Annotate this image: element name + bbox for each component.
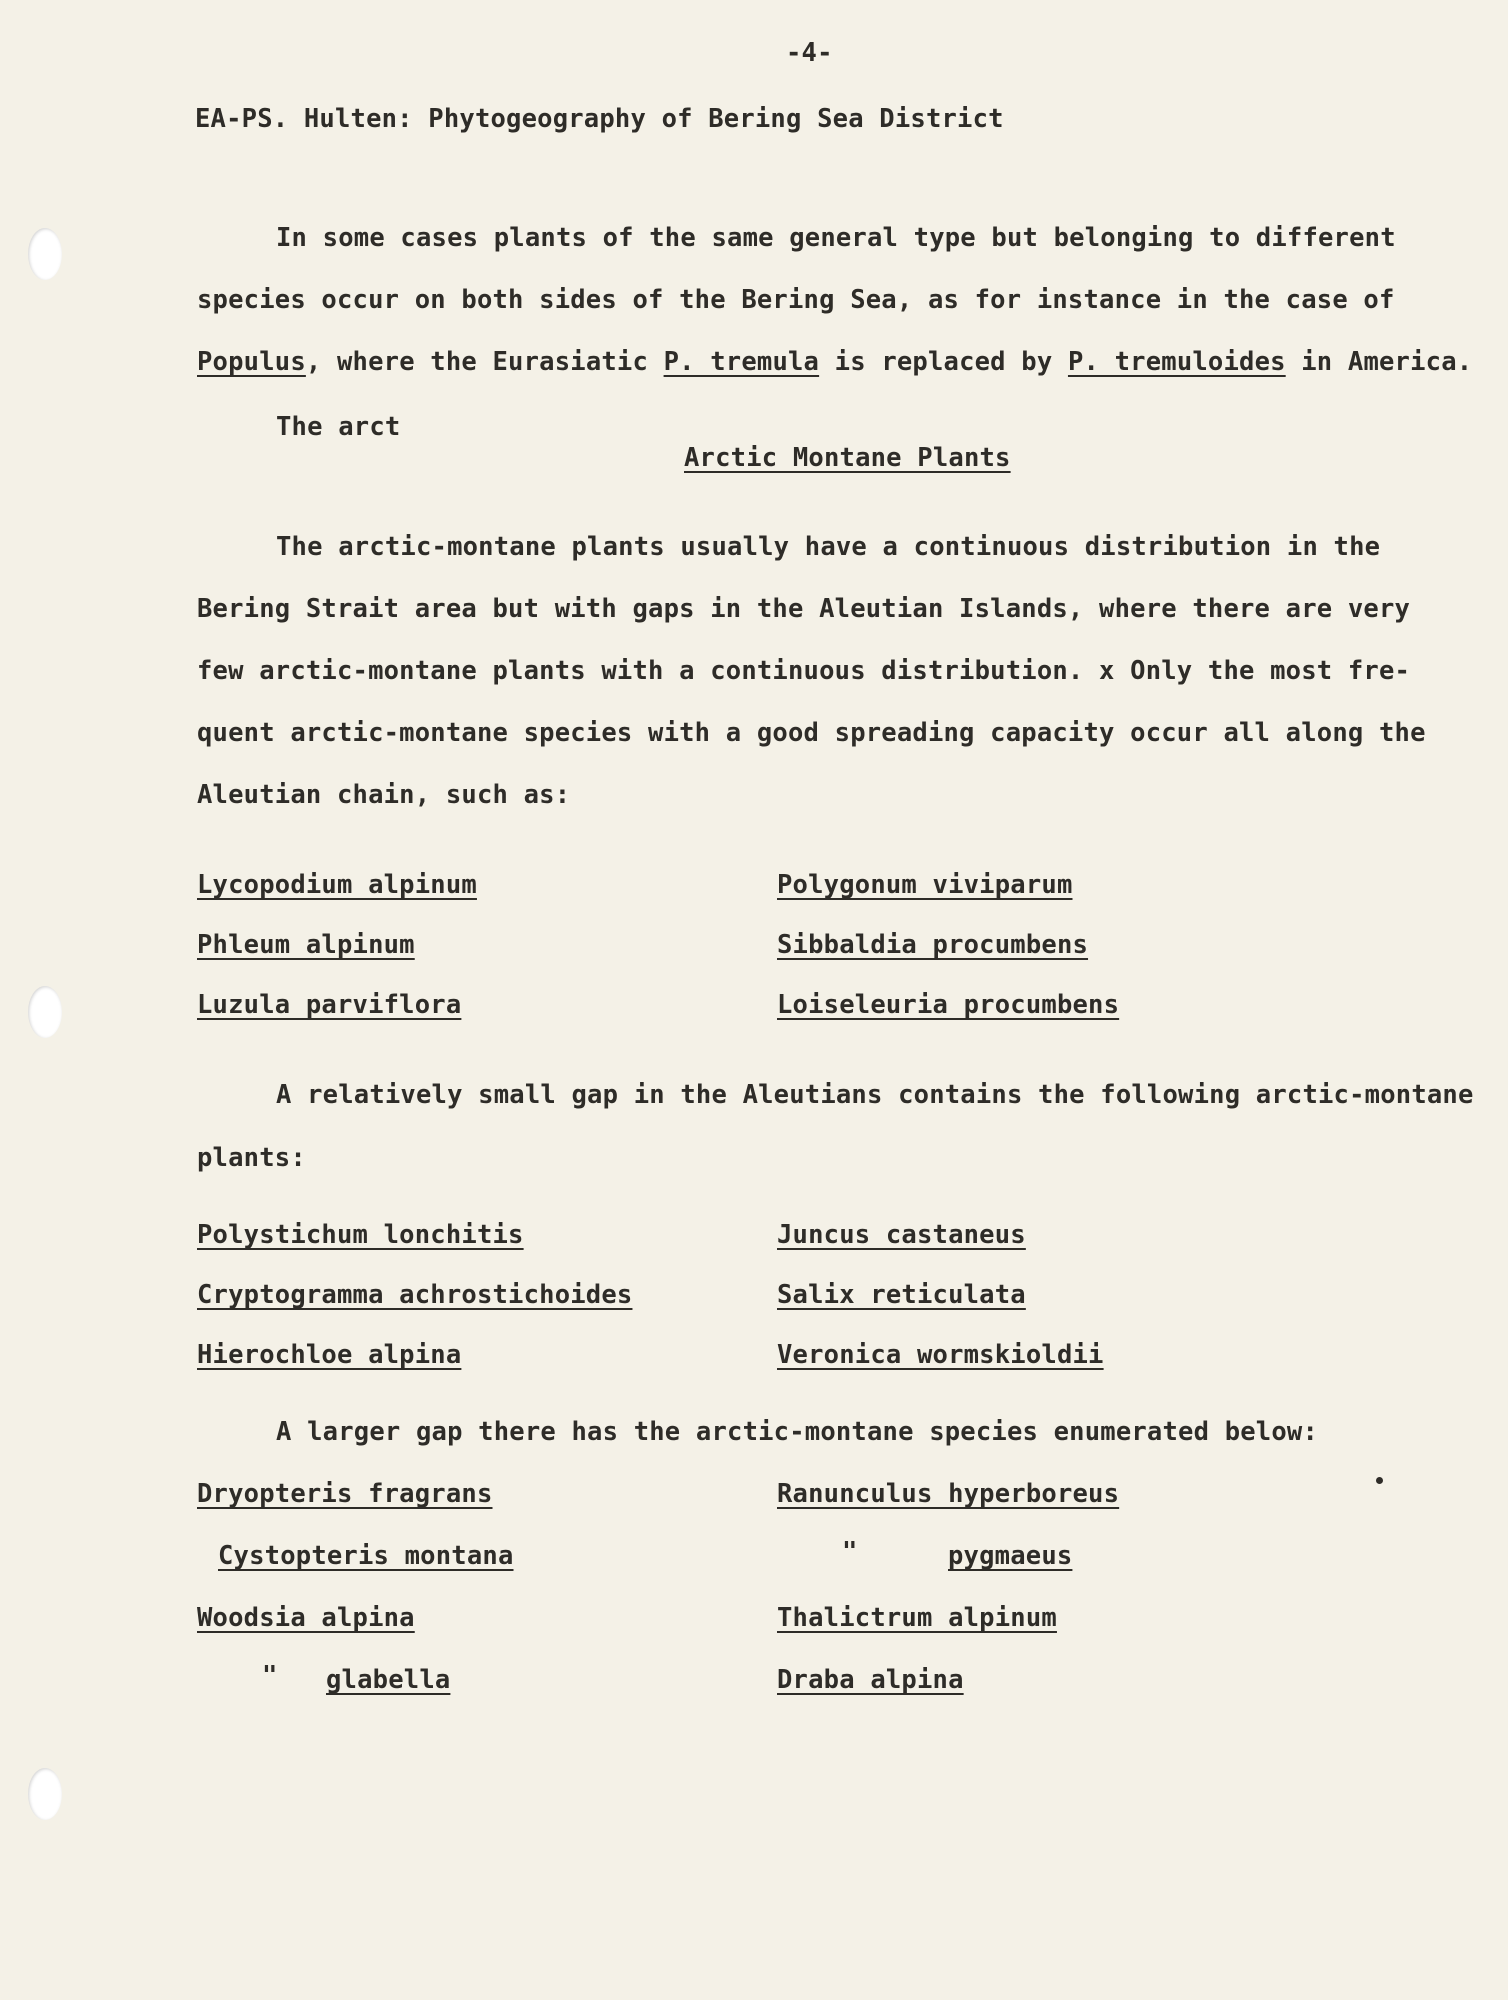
species-list-item: Luzula parviflora xyxy=(197,990,462,1020)
species-list-item: Phleum alpinum xyxy=(197,930,415,960)
punch-hole xyxy=(28,228,62,280)
document-header: EA-PS. Hulten: Phytogeography of Bering Sea District xyxy=(195,104,1004,134)
page-number: -4- xyxy=(786,38,833,68)
punch-hole xyxy=(28,986,62,1038)
species-list-item: Juncus castaneus xyxy=(777,1220,1026,1250)
text-fragment: , where the Eurasiatic xyxy=(305,347,664,377)
species-list-item: Polygonum viviparum xyxy=(777,870,1073,900)
species-list-item: Thalictrum alpinum xyxy=(777,1603,1057,1633)
species-list-item: Ranunculus hyperboreus xyxy=(777,1479,1120,1509)
paragraph-line: In some cases plants of the same general type but belonging to different xyxy=(276,223,1396,253)
ditto-mark: " xyxy=(842,1537,858,1567)
species-list-item: Hierochloe alpina xyxy=(197,1340,462,1370)
section-title: Arctic Montane Plants xyxy=(684,443,1011,473)
species-list-item: Draba alpina xyxy=(777,1665,964,1695)
paragraph-line: few arctic-montane plants with a continuous distribution. x Only the most fre- xyxy=(197,656,1411,686)
paragraph-line xyxy=(197,347,1472,377)
paragraph-line: Bering Strait area but with gaps in the Aleutian Islands, where there are very xyxy=(197,594,1411,624)
species-name: P. tremuloides xyxy=(1067,347,1286,377)
paragraph-line: The arctic-montane plants usually have a continuous distribution in the xyxy=(276,532,1381,562)
paragraph-line: quent arctic-montane species with a good spreading capacity occur all along the xyxy=(197,718,1426,748)
paragraph-line: A relatively small gap in the Aleutians contains the following arctic-montane xyxy=(276,1080,1474,1110)
ink-dot xyxy=(1376,1477,1383,1484)
species-list-item: Veronica wormskioldii xyxy=(777,1340,1104,1370)
struck-text: The arct xyxy=(276,412,401,442)
species-list-item: glabella xyxy=(326,1665,451,1695)
species-list-item: Lycopodium alpinum xyxy=(197,870,477,900)
species-list-item: Sibbaldia procumbens xyxy=(777,930,1089,960)
species-list-item: Cryptogramma achrostichoides xyxy=(197,1280,633,1310)
species-list-item: Polystichum lonchitis xyxy=(197,1220,524,1250)
species-name: P. tremula xyxy=(663,347,820,377)
paragraph-line: species occur on both sides of the Bering Sea, as for instance in the case of xyxy=(197,285,1395,315)
species-list-item: Woodsia alpina xyxy=(197,1603,415,1633)
species-list-item: Dryopteris fragrans xyxy=(197,1479,493,1509)
text-fragment: in America. xyxy=(1285,347,1473,377)
species-list-item: pygmaeus xyxy=(948,1541,1073,1571)
species-list-item: Loiseleuria procumbens xyxy=(777,990,1120,1020)
paragraph-line: plants: xyxy=(197,1143,306,1173)
paragraph-line: Aleutian chain, such as: xyxy=(197,780,571,810)
genus-name: Populus xyxy=(197,347,306,377)
species-list-item: Cystopteris montana xyxy=(218,1541,514,1571)
paragraph-line: A larger gap there has the arctic-montane species enumerated below: xyxy=(276,1417,1319,1447)
text-fragment: is replaced by xyxy=(819,347,1068,377)
species-list-item: Salix reticulata xyxy=(777,1280,1026,1310)
punch-hole xyxy=(28,1768,62,1820)
ditto-mark: " xyxy=(262,1661,278,1691)
